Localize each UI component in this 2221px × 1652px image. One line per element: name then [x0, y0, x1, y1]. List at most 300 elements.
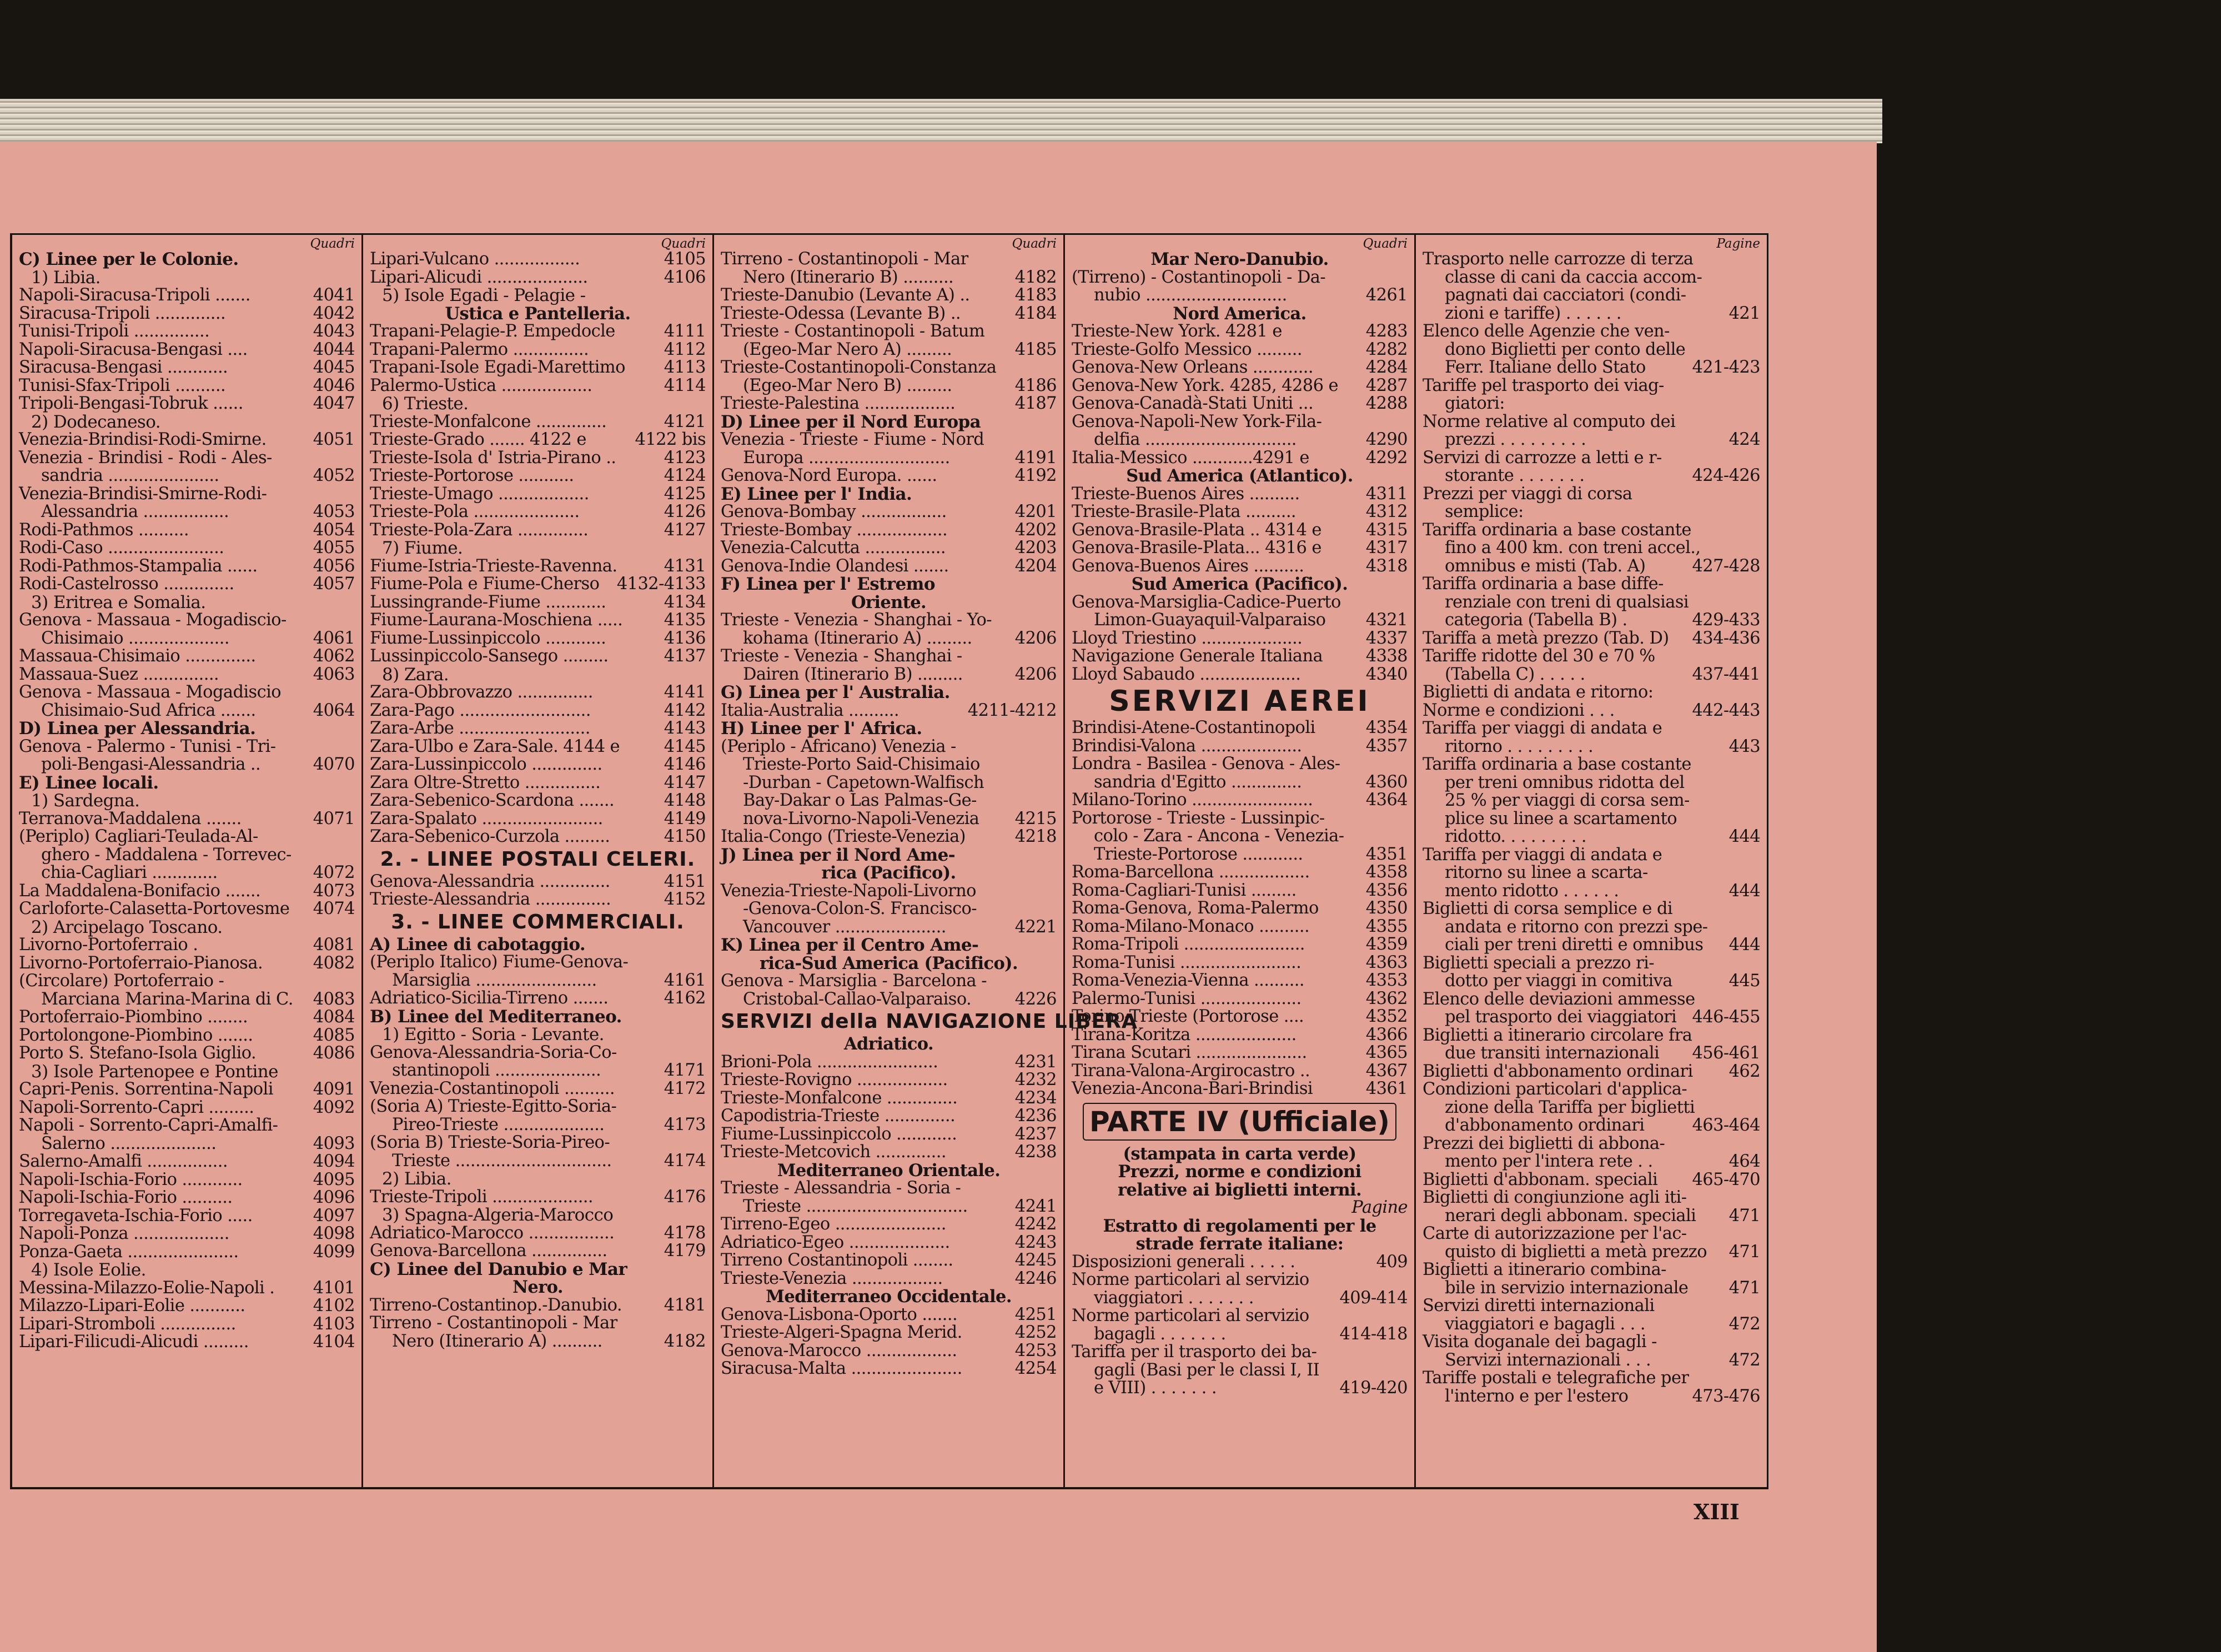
part-heading: PARTE IV (Ufficiale)	[1083, 1103, 1396, 1141]
entry-text: Oriente.	[851, 592, 927, 612]
subsection-heading	[19, 413, 355, 431]
entry-text: Alessandria .................	[41, 502, 229, 521]
entry-text: fino a 400 km. con treni accel.,	[1445, 538, 1701, 558]
index-entry	[1423, 467, 1760, 485]
entry-text: Capri-Penis. Sorrentina-Napoli	[19, 1079, 273, 1099]
index-entry	[370, 449, 706, 468]
entry-number: 409-414	[1339, 1288, 1408, 1308]
index-entry	[1423, 1081, 1760, 1099]
index-entry	[370, 1152, 706, 1171]
entry-text: (stampata in carta verde)	[1123, 1143, 1356, 1164]
index-entry	[1072, 1289, 1408, 1308]
index-entry	[370, 774, 706, 792]
index-entry	[1423, 611, 1760, 630]
index-entry	[19, 738, 355, 756]
entry-number: 4186	[1014, 375, 1057, 395]
entry-text: Livorno-Portoferraio .	[19, 935, 198, 955]
entry-text: Dairen (Itinerario B) .........	[743, 664, 963, 684]
entry-number: 4149	[664, 809, 706, 828]
entry-number: 4093	[313, 1133, 355, 1153]
entry-number: 4042	[313, 303, 355, 323]
index-entry	[19, 936, 355, 955]
index-entry	[1423, 1279, 1760, 1298]
entry-text: viaggiatori e bagagli . . .	[1445, 1314, 1645, 1334]
index-entry	[1423, 991, 1760, 1009]
entry-number: 4081	[313, 935, 355, 955]
entry-text: l'interno e per l'estero	[1445, 1386, 1629, 1406]
index-entry	[370, 873, 706, 891]
index-entry	[1423, 720, 1760, 738]
entry-number: 4082	[313, 953, 355, 973]
entry-number: 4238	[1014, 1142, 1057, 1162]
entry-text: Mediterraneo Occidentale.	[766, 1287, 1012, 1307]
section-heading	[721, 413, 1057, 431]
entry-number: 4284	[1365, 358, 1408, 377]
index-entry	[1423, 1261, 1760, 1279]
entry-number: 4151	[664, 871, 706, 891]
entry-text: B) Linee del Mediterraneo.	[370, 1006, 622, 1027]
entry-number: 4113	[664, 358, 706, 377]
entry-text: 7) Fiume.	[382, 538, 463, 558]
entry-text: E) Linee locali.	[19, 772, 159, 793]
entry-text: pagnati dai cacciatori (condi-	[1445, 285, 1686, 305]
entry-number: 4099	[313, 1242, 355, 1262]
entry-text: Prezzi per viaggi di corsa	[1423, 484, 1632, 504]
entry-number: 4366	[1365, 1025, 1408, 1045]
entry-text: kohama (Itinerario A) .........	[743, 628, 972, 648]
entry-text: Genova-Lisbona-Oporto .......	[721, 1304, 958, 1324]
index-entry	[1072, 594, 1408, 612]
entry-number: 4121	[664, 411, 706, 431]
entry-text: Trieste-Venezia ..................	[721, 1268, 943, 1288]
entry-number: 4101	[313, 1278, 355, 1298]
index-entry	[1423, 1297, 1760, 1315]
entry-number: 421	[1728, 303, 1760, 323]
index-entry	[721, 1071, 1057, 1089]
index-entry	[721, 1360, 1057, 1378]
index-entry	[1423, 503, 1760, 521]
subsection-heading	[370, 539, 706, 558]
entry-text: D) Linea per Alessandria.	[19, 719, 256, 739]
index-entry	[721, 1234, 1057, 1252]
centered-heading	[1072, 305, 1408, 323]
index-entry	[721, 611, 1057, 630]
entry-text: Ustica e Pantelleria.	[445, 303, 631, 324]
index-entry	[1423, 287, 1760, 305]
entry-text: poli-Bengasi-Alessandria ..	[41, 755, 261, 774]
subsection-heading	[370, 287, 706, 305]
centered-heading	[721, 1035, 1057, 1053]
entry-number: 4176	[664, 1187, 706, 1207]
index-entry	[721, 558, 1057, 576]
entry-text: 2) Dodecaneso.	[31, 411, 161, 432]
entry-number: 4051	[313, 430, 355, 449]
entry-text: Trasporto nelle carrozze di terza	[1423, 249, 1694, 269]
entry-text: Siracusa-Bengasi ............	[19, 358, 228, 377]
section-heading	[721, 575, 1057, 594]
entry-number: 4131	[664, 556, 706, 576]
entry-number: 437-441	[1692, 664, 1760, 684]
entry-text: zione della Tariffa per biglietti	[1445, 1097, 1695, 1117]
index-column-2	[363, 235, 714, 1487]
entry-text: Nero.	[512, 1277, 563, 1297]
entry-number: 4237	[1014, 1124, 1057, 1144]
entry-text: Tariffe ridotte del 30 e 70 %	[1423, 646, 1655, 666]
index-entry	[721, 1089, 1057, 1108]
entry-text: classe di cani da caccia accom-	[1445, 267, 1702, 287]
entry-text: Zara-Arbe ..........................	[370, 719, 590, 738]
index-entry	[1423, 539, 1760, 558]
entry-text: mento ridotto . . . . . .	[1445, 881, 1619, 901]
index-entry	[370, 720, 706, 738]
entry-text: Rodi-Caso .......................	[19, 538, 224, 558]
entry-text: Tirreno Costantinopoli ........	[721, 1251, 953, 1270]
index-entry	[19, 305, 355, 323]
entry-number: 4362	[1365, 988, 1408, 1008]
entry-text: Mar Nero-Danubio.	[1150, 249, 1329, 269]
index-entry	[370, 1098, 706, 1116]
entry-number: 4046	[313, 375, 355, 395]
section-heading	[721, 684, 1057, 702]
entry-text: Tariffe postali e telegrafiche per	[1423, 1368, 1689, 1388]
index-entry	[1072, 1379, 1408, 1398]
entry-text: 25 % per viaggi di corsa sem-	[1445, 791, 1690, 810]
entry-text: Brindisi-Valona ....................	[1072, 736, 1302, 756]
index-entry	[721, 449, 1057, 468]
entry-number: 4105	[664, 249, 706, 269]
entry-text: Trapani-Isole Egadi-Marettimo	[370, 358, 625, 377]
entry-number: 414-418	[1339, 1324, 1408, 1344]
entry-text: Trieste-Porto Said-Chisimaio	[743, 755, 980, 774]
subsection-heading	[19, 1063, 355, 1081]
entry-number: 4145	[664, 736, 706, 756]
entry-text: Trieste-Pola-Zara ..............	[370, 520, 589, 540]
entry-text: omnibus e misti (Tab. A)	[1445, 556, 1646, 576]
entry-number: 4338	[1365, 646, 1408, 666]
entry-number: 4179	[664, 1241, 706, 1261]
index-entry	[1423, 630, 1760, 648]
entry-text: Trieste-Alessandria ...............	[370, 890, 611, 909]
index-entry	[19, 377, 355, 395]
entry-number: 4094	[313, 1152, 355, 1171]
entry-text: Trapani-Pelagie-P. Empedocle	[370, 322, 615, 341]
entry-text: Biglietti d'abbonam. speciali	[1423, 1169, 1658, 1189]
index-entry	[721, 1198, 1057, 1216]
index-entry	[721, 972, 1057, 991]
entry-number: 4363	[1365, 952, 1408, 972]
entry-number: 4181	[664, 1295, 706, 1315]
entry-number: 424-426	[1692, 466, 1760, 485]
index-entry	[19, 1008, 355, 1027]
index-entry	[1072, 737, 1408, 756]
entry-text: Trieste ...............................	[392, 1151, 612, 1171]
entry-text: bile in servizio internazionale	[1445, 1278, 1689, 1298]
entry-number: 4321	[1365, 610, 1408, 630]
entry-number: 424	[1728, 430, 1760, 449]
index-entry	[370, 1062, 706, 1080]
centered-heading	[1072, 1181, 1408, 1199]
index-entry	[1072, 827, 1408, 846]
entry-text: Milazzo-Lipari-Eolie ...........	[19, 1296, 245, 1315]
entry-number: 4184	[1014, 303, 1057, 323]
entry-text: Roma-Cagliari-Tunisi .........	[1072, 880, 1297, 900]
index-entry	[19, 1315, 355, 1334]
entry-number: 4052	[313, 466, 355, 485]
index-entry	[1423, 647, 1760, 666]
entry-number: 4351	[1365, 844, 1408, 864]
entry-number: 4187	[1014, 394, 1057, 413]
entry-text: Tirana-Valona-Argirocastro ..	[1072, 1061, 1310, 1081]
entry-text: Portolongone-Piombino .......	[19, 1025, 253, 1045]
centered-heading	[1072, 467, 1408, 485]
index-entry	[1072, 377, 1408, 395]
entry-text: Massaua-Suez ...............	[19, 664, 219, 684]
entry-text: Lipari-Filicudi-Alicudi .........	[19, 1332, 249, 1352]
section-heading	[721, 846, 1057, 865]
index-entry	[721, 918, 1057, 937]
index-entry	[370, 323, 706, 341]
entry-text: delfia ..............................	[1094, 430, 1297, 449]
centered-heading	[1072, 1163, 1408, 1181]
entry-number: 4288	[1365, 394, 1408, 413]
index-entry	[19, 972, 355, 991]
entry-number: 4053	[313, 502, 355, 521]
entry-text: viaggiatori . . . . . . .	[1094, 1288, 1254, 1308]
entry-text: Tariffa per il trasporto dei ba-	[1072, 1342, 1317, 1362]
index-entry	[1423, 918, 1760, 937]
entry-number: 443	[1728, 736, 1760, 756]
entry-text: Torregaveta-Ischia-Forio .....	[19, 1206, 253, 1226]
index-entry	[19, 991, 355, 1009]
entry-number: 4290	[1365, 430, 1408, 449]
entry-text: ciali per treni diretti e omnibus	[1445, 935, 1704, 955]
index-entry	[370, 792, 706, 810]
entry-text: Vancouver ......................	[743, 917, 946, 937]
index-entry	[370, 1314, 706, 1333]
index-entry	[1423, 377, 1760, 395]
entry-number: 4123	[664, 448, 706, 468]
entry-number: 4211-4212	[967, 700, 1057, 720]
index-entry	[1072, 1044, 1408, 1062]
entry-text: Genova-New York. 4285, 4286 e	[1072, 375, 1338, 395]
index-entry	[721, 539, 1057, 558]
entry-text: Biglietti di congiunzione agli iti-	[1423, 1188, 1687, 1207]
entry-text: Disposizioni generali . . . . .	[1072, 1252, 1295, 1272]
entry-number: 429-433	[1692, 610, 1760, 630]
index-entry	[19, 341, 355, 359]
entry-text: Biglietti di corsa semplice e di	[1423, 899, 1673, 918]
entry-text: Tirana Scutari ......................	[1072, 1043, 1307, 1062]
section-banner: 3. - LINEE COMMERCIALI.	[391, 910, 685, 933]
entry-text: Zara-Pago ..........................	[370, 700, 591, 720]
entry-text: Roma-Milano-Monaco ..........	[1072, 916, 1310, 936]
index-entry	[1072, 449, 1408, 468]
entry-number: 4125	[664, 484, 706, 504]
entry-number: 4137	[664, 646, 706, 666]
entry-text: Trieste-Portorose ...........	[370, 466, 574, 485]
index-entry	[721, 1053, 1057, 1072]
entry-text: Venezia - Trieste - Fiume - Nord	[721, 430, 984, 449]
index-column-3	[714, 235, 1138, 1487]
index-entry	[19, 1027, 355, 1045]
entry-number: 4206	[1014, 664, 1057, 684]
index-entry	[1423, 485, 1760, 504]
entry-number: 4091	[313, 1079, 355, 1099]
index-entry	[721, 305, 1057, 323]
entry-text: Trieste-Bombay ..................	[721, 520, 948, 540]
column-header: Quadri	[661, 237, 706, 251]
entry-number: 4367	[1365, 1061, 1408, 1081]
entry-number: 419-420	[1339, 1378, 1408, 1398]
index-entry	[1072, 647, 1408, 666]
entry-number: 4232	[1014, 1070, 1057, 1089]
entry-text: Venezia - Brindisi - Rodi - Ales-	[19, 448, 272, 468]
index-entry	[19, 611, 355, 630]
subsection-heading	[19, 792, 355, 810]
entry-text: Trieste-Monfalcone ..............	[721, 1088, 958, 1108]
entry-text: Napoli-Ponza ...................	[19, 1224, 229, 1243]
index-entry	[721, 431, 1057, 449]
entry-number: 4054	[313, 520, 355, 540]
entry-number: 462	[1728, 1061, 1760, 1081]
entry-text: Trieste-Buenos Aires ..........	[1072, 484, 1300, 504]
entry-text: Genova-Nord Europa. ......	[721, 466, 937, 485]
entry-text: Elenco delle Agenzie che ven-	[1423, 322, 1670, 341]
entry-text: mento per l'intera rete . .	[1445, 1152, 1653, 1171]
entry-number: 4142	[664, 700, 706, 720]
entry-number: 4311	[1365, 484, 1408, 504]
index-entry	[19, 1045, 355, 1063]
index-entry	[19, 359, 355, 377]
entry-text: Genova-Napoli-New York-Fila-	[1072, 411, 1322, 431]
entry-text: Norme particolari al servizio	[1072, 1270, 1309, 1289]
entry-number: 4172	[664, 1078, 706, 1098]
index-entry	[1072, 1271, 1408, 1289]
entry-number: 4201	[1014, 502, 1057, 521]
entry-text: Tirreno - Costantinopoli - Mar	[370, 1313, 617, 1333]
entry-text: Trieste-Umago ..................	[370, 484, 589, 504]
index-entry	[1423, 1008, 1760, 1027]
index-entry	[1423, 1388, 1760, 1406]
entry-text: chia-Cagliari .............	[41, 863, 218, 882]
entry-text: zioni e tariffe) . . . . . .	[1445, 303, 1621, 323]
index-entry	[721, 1107, 1057, 1126]
index-entry	[1072, 972, 1408, 990]
entry-text: gagli (Basi per le classi I, II	[1094, 1360, 1320, 1380]
entry-number: 4148	[664, 791, 706, 810]
index-entry	[1072, 774, 1408, 792]
entry-number: 473-476	[1692, 1386, 1760, 1406]
entry-number: 4356	[1365, 880, 1408, 900]
entry-text: 3) Spagna-Algeria-Marocco	[382, 1205, 614, 1225]
entry-text: Trieste-New York. 4281 e	[1072, 322, 1282, 341]
section-banner: SERVIZI AEREI	[1109, 685, 1370, 718]
centered-heading	[721, 955, 1057, 973]
entry-text: Bay-Dakar o Las Palmas-Ge-	[743, 791, 977, 810]
entry-text: Fiume-Lussinpiccolo ............	[370, 628, 606, 648]
entry-number: 4364	[1365, 790, 1408, 810]
entry-text: Terranova-Maddalena .......	[19, 809, 242, 828]
entry-text: pel trasporto dei viaggiatori	[1445, 1007, 1677, 1027]
index-entry	[1072, 954, 1408, 972]
index-entry	[1072, 846, 1408, 864]
entry-number: 4242	[1014, 1214, 1057, 1234]
entry-text: Portorose - Trieste - Lussinpic-	[1072, 808, 1325, 828]
entry-text: Tariffa ordinaria a base costante	[1423, 755, 1691, 774]
index-entry	[721, 1252, 1057, 1270]
index-column-4	[1065, 235, 1416, 1487]
index-entry	[1072, 936, 1408, 954]
entry-text: Adriatico-Marocco .................	[370, 1223, 615, 1243]
entry-text: Genova-Marsiglia-Cadice-Puerto	[1072, 592, 1341, 612]
entry-number: 4064	[313, 700, 355, 720]
index-entry	[1072, 882, 1408, 900]
entry-text: Norme particolari al servizio	[1072, 1306, 1309, 1325]
entry-number: 4136	[664, 628, 706, 648]
entry-text: rica (Pacifico).	[821, 863, 956, 883]
entry-text: ridotto. . . . . . . . .	[1445, 827, 1586, 846]
index-entry	[1423, 936, 1760, 955]
entry-text: Genova-Brasile-Plata .. 4314 e	[1072, 520, 1321, 540]
entry-number: 4206	[1014, 628, 1057, 648]
index-entry	[1423, 738, 1760, 756]
entry-number: 4111	[664, 322, 706, 341]
entry-text: Roma-Genova, Roma-Palermo	[1072, 898, 1319, 918]
entry-number: 471	[1728, 1206, 1760, 1226]
entry-text: Zara-Ulbo e Zara-Sale. 4144 e	[370, 736, 620, 756]
entry-number: 4218	[1014, 827, 1057, 846]
index-entry	[19, 1207, 355, 1226]
entry-text: 8) Zara.	[382, 664, 449, 685]
entry-text: Trieste ................................	[743, 1196, 968, 1216]
entry-text: bagagli . . . . . . .	[1094, 1324, 1226, 1344]
entry-number: 4114	[664, 375, 706, 395]
index-entry	[721, 1143, 1057, 1162]
index-entry	[721, 269, 1057, 287]
index-entry	[721, 1126, 1057, 1144]
index-entry	[1423, 1207, 1760, 1226]
index-entry	[19, 287, 355, 305]
entry-text: Ferr. Italiane dello Stato	[1445, 358, 1646, 377]
entry-number: 4192	[1014, 466, 1057, 485]
index-entry	[1423, 323, 1760, 341]
section-heading	[721, 936, 1057, 955]
index-entry	[1423, 413, 1760, 431]
entry-text: 6) Trieste.	[382, 394, 469, 414]
index-entry	[1423, 864, 1760, 882]
index-entry	[1072, 611, 1408, 630]
entry-number: 4126	[664, 502, 706, 521]
entry-number: 4098	[313, 1224, 355, 1243]
index-entry	[1072, 269, 1408, 287]
index-entry	[19, 485, 355, 504]
index-entry	[721, 467, 1057, 485]
index-entry	[19, 539, 355, 558]
entry-text: Trieste-Grado ....... 4122 e	[370, 430, 586, 449]
entry-text: Adriatico-Egeo ....................	[721, 1232, 950, 1252]
index-entry	[1423, 882, 1760, 901]
entry-text: nubio ............................	[1094, 285, 1287, 305]
entry-text: Fiume-Istria-Trieste-Ravenna.	[370, 556, 617, 576]
entry-number: 4083	[313, 989, 355, 1009]
index-entry	[1423, 250, 1760, 269]
index-entry	[1072, 413, 1408, 431]
entry-text: Trieste-Brasile-Plata ..........	[1072, 502, 1297, 521]
subsection-heading	[19, 918, 355, 937]
entry-text: Lipari-Alicudi ....................	[370, 267, 588, 287]
index-entry	[370, 359, 706, 377]
entry-number: 4086	[313, 1043, 355, 1063]
